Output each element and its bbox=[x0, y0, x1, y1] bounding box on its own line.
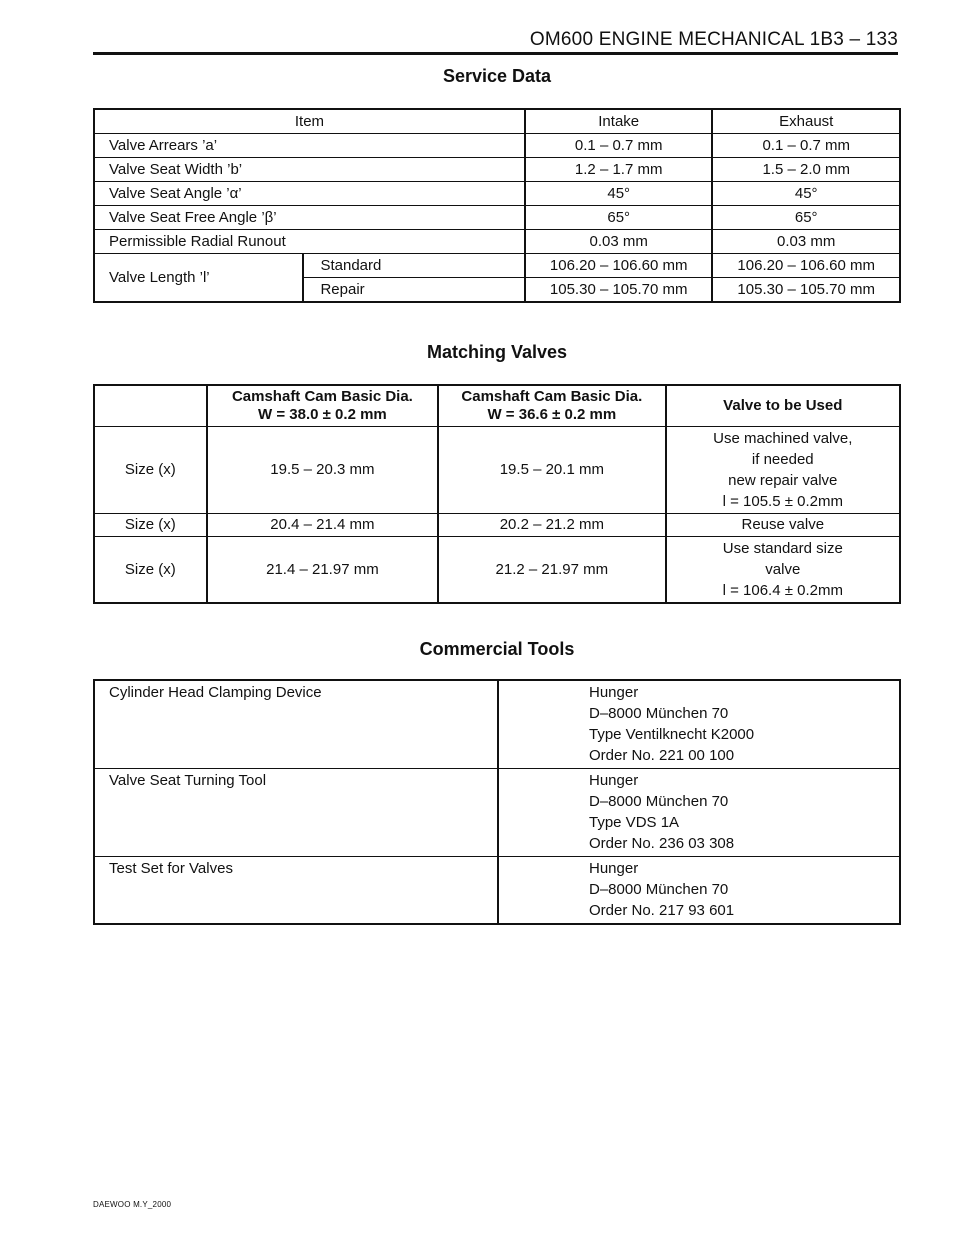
service-data-table bbox=[93, 108, 901, 303]
row-intake: 1.2 – 1.7 mm bbox=[525, 158, 713, 182]
row-w38: 21.4 – 21.97 mm bbox=[207, 537, 438, 604]
row-item: Valve Seat Angle ’α’ bbox=[94, 182, 525, 206]
tool-source bbox=[498, 680, 900, 769]
row-w36: 19.5 – 20.1 mm bbox=[438, 427, 665, 514]
column-header-valve-to-use: Valve to be Used bbox=[666, 385, 900, 427]
header-line: Camshaft Cam Basic Dia. bbox=[231, 388, 413, 405]
table-row bbox=[94, 134, 900, 158]
row-valve bbox=[666, 537, 900, 604]
page-header: OM600 ENGINE MECHANICAL 1B3 – 133 bbox=[93, 30, 898, 55]
table-row bbox=[94, 427, 900, 514]
table-row bbox=[94, 514, 900, 537]
tool-name: Test Set for Valves bbox=[94, 857, 498, 925]
valve-line: Use machined valve, bbox=[713, 430, 853, 447]
valve-line: if needed bbox=[751, 451, 814, 468]
row-w38: 19.5 – 20.3 mm bbox=[207, 427, 438, 514]
valve-line: l = 106.4 ± 0.2mm bbox=[722, 582, 843, 599]
table-header-row bbox=[94, 385, 900, 427]
row-w38: 20.4 – 21.4 mm bbox=[207, 514, 438, 537]
source-line: Type Ventilknecht K2000 bbox=[589, 726, 755, 743]
row-exhaust: 1.5 – 2.0 mm bbox=[712, 158, 900, 182]
tool-name: Cylinder Head Clamping Device bbox=[94, 680, 498, 769]
source-line: Order No. 217 93 601 bbox=[589, 902, 735, 919]
row-exhaust: 106.20 – 106.60 mm bbox=[712, 254, 900, 278]
row-exhaust: 0.03 mm bbox=[712, 230, 900, 254]
commercial-tools-table bbox=[93, 679, 901, 925]
column-header-exhaust: Exhaust bbox=[712, 109, 900, 134]
tool-name: Valve Seat Turning Tool bbox=[94, 769, 498, 857]
row-w36: 20.2 – 21.2 mm bbox=[438, 514, 665, 537]
row-size: Size (x) bbox=[94, 427, 207, 514]
column-header-cam-38 bbox=[207, 385, 438, 427]
table-row bbox=[94, 857, 900, 925]
header-line: Camshaft Cam Basic Dia. bbox=[461, 388, 643, 405]
source-line: D–8000 München 70 bbox=[589, 881, 729, 898]
table-row bbox=[94, 254, 900, 278]
matching-valves-table bbox=[93, 384, 901, 604]
row-intake: 0.03 mm bbox=[525, 230, 713, 254]
tool-source bbox=[498, 769, 900, 857]
source-line: Hunger bbox=[589, 772, 639, 789]
row-w36: 21.2 – 21.97 mm bbox=[438, 537, 665, 604]
source-line: Order No. 221 00 100 bbox=[589, 747, 735, 764]
row-intake: 0.1 – 0.7 mm bbox=[525, 134, 713, 158]
row-item: Valve Seat Free Angle ’β’ bbox=[94, 206, 525, 230]
matching-valves-title: Matching Valves bbox=[426, 342, 568, 362]
table-row bbox=[94, 769, 900, 857]
table-row bbox=[94, 537, 900, 604]
row-intake: 45° bbox=[525, 182, 713, 206]
column-header-blank bbox=[94, 385, 207, 427]
source-line: Order No. 236 03 308 bbox=[589, 835, 735, 852]
header-line: W = 36.6 ± 0.2 mm bbox=[487, 406, 617, 423]
row-exhaust: 0.1 – 0.7 mm bbox=[712, 134, 900, 158]
column-header-intake: Intake bbox=[525, 109, 713, 134]
tool-source bbox=[498, 857, 900, 925]
row-item: Valve Arrears ’a’ bbox=[94, 134, 525, 158]
commercial-tools-title: Commercial Tools bbox=[419, 639, 575, 659]
source-line: Type VDS 1A bbox=[589, 814, 680, 831]
table-row bbox=[94, 230, 900, 254]
table-row bbox=[94, 680, 900, 769]
row-exhaust: 65° bbox=[712, 206, 900, 230]
table-header-row bbox=[94, 109, 900, 134]
row-exhaust: 105.30 – 105.70 mm bbox=[712, 278, 900, 303]
row-size: Size (x) bbox=[94, 537, 207, 604]
table-row bbox=[94, 182, 900, 206]
valve-line: l = 105.5 ± 0.2mm bbox=[722, 493, 843, 510]
column-header-item: Item bbox=[94, 109, 525, 134]
column-header-cam-36 bbox=[438, 385, 665, 427]
row-exhaust: 45° bbox=[712, 182, 900, 206]
row-sub-standard: Standard bbox=[303, 254, 524, 278]
source-line: Hunger bbox=[589, 684, 639, 701]
row-item: Permissible Radial Runout bbox=[94, 230, 525, 254]
row-size: Size (x) bbox=[94, 514, 207, 537]
row-valve bbox=[666, 427, 900, 514]
row-item-valve-length: Valve Length ’l’ bbox=[94, 254, 303, 303]
page-footer: DAEWOO M.Y_2000 bbox=[93, 1200, 172, 1209]
row-sub-repair: Repair bbox=[303, 278, 524, 303]
table-row bbox=[94, 206, 900, 230]
table-row bbox=[94, 158, 900, 182]
service-data-title: Service Data bbox=[442, 66, 552, 86]
row-intake: 106.20 – 106.60 mm bbox=[525, 254, 713, 278]
valve-line: valve bbox=[765, 561, 801, 578]
valve-line: Use standard size bbox=[722, 540, 843, 557]
row-item: Valve Seat Width ’b’ bbox=[94, 158, 525, 182]
header-line: W = 38.0 ± 0.2 mm bbox=[258, 406, 387, 423]
row-valve: Reuse valve bbox=[666, 514, 900, 537]
valve-line: new repair valve bbox=[728, 472, 838, 489]
source-line: Hunger bbox=[589, 860, 639, 877]
source-line: D–8000 München 70 bbox=[589, 793, 729, 810]
row-intake: 65° bbox=[525, 206, 713, 230]
source-line: D–8000 München 70 bbox=[589, 705, 729, 722]
row-intake: 105.30 – 105.70 mm bbox=[525, 278, 713, 303]
